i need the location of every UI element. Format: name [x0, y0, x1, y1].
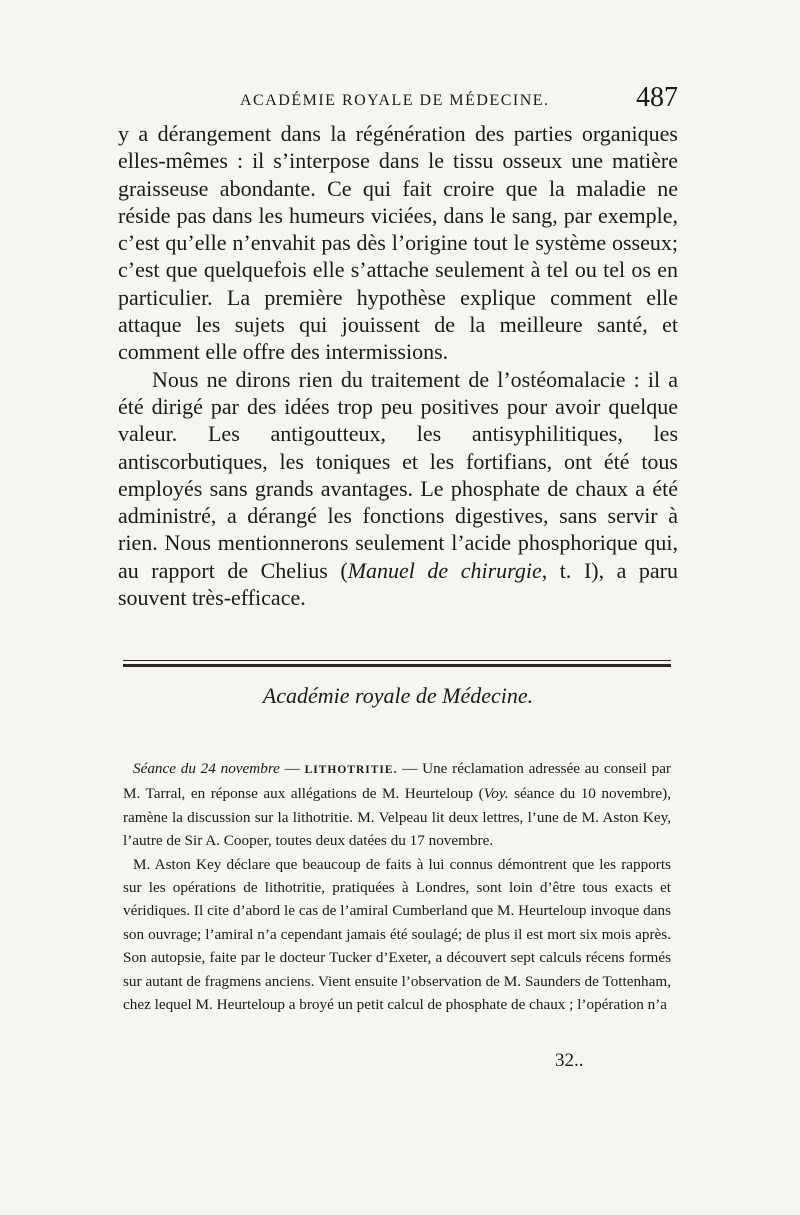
running-head: [118, 80, 678, 120]
dash: —: [279, 760, 305, 777]
text-run: , t. I), a paru souvent très-efficace.: [118, 557, 678, 611]
paragraph: M. Aston Key déclare que beaucoup de faits à lui connus démontrent que les rapports sur les opérations de lithotritie, pratiquées à Londres, sont loin d’être tous exacts et véridiques. Il cite d’abord le cas de l’amiral Cumberland que M. Heurteloup invoque dans son ouvrage; l’amiral n’a cependant jamais été soulagé; de plus il est mort six mois après. Son autopsie, faite par le docteur Tucker d’Exeter, a découvert sept calculs récens formés sur autant de fragmens anciens. Vient ensuite l’observation de M. Saunders de Tottenham, chez lequel M. Heurteloup a broyé un petit calcul de phosphate de chaux ; l’opération n’a: [123, 855, 671, 1014]
text-run: Nous ne dirons rien du traitement de l’ostéomalacie : il a été dirigé par des idées trop peu positives pour avoir quelque valeur. Les antigoutteux, les antisyphilitiques, les antiscorbutiques, les toniques et les fortifians, ont été tous employés sans grands avantages. Le phosphate de chaux a été administré, a dérangé les fonctions digestives, sans servir à rien. Nous mentionnerons seulement l’acide phosphorique qui, au rapport de Chelius (: [118, 366, 678, 583]
section-title: Académie royale de Médecine.: [262, 683, 534, 708]
voy-abbrev: Voy.: [483, 785, 509, 803]
paragraph: y a dérangement dans la régénération des parties organiques elles-mêmes : il s’interpose dans le tissu osseux une matière graisseuse abondante. Ce qui fait croire que la maladie ne réside pas dans les humeurs viciées, dans le sang, par exemple, c’est qu’elle n’envahit pas dès l’origine tout le système osseux; c’est que quelquefois elle s’attache seulement à tel ou tel os en particulier. La première hypothèse explique comment elle attaque les sujets qui jouissent de la meilleure santé, et comment elle offre des intermissions.: [118, 121, 678, 365]
paragraph: [123, 757, 671, 853]
book-title: Manuel de chirurgie: [347, 557, 542, 583]
page-number: 487: [636, 82, 678, 113]
running-title: ACADÉMIE ROYALE DE MÉDECINE.: [240, 92, 550, 109]
text-run: — Une réclamation adressée au conseil par M. Tarral, en réponse aux allégations de M. Heurteloup (: [123, 760, 671, 803]
signature-mark: 32..: [555, 1050, 584, 1071]
paragraph: [118, 366, 678, 612]
report-text: [123, 757, 671, 1016]
main-text: [118, 120, 678, 611]
divider: [123, 660, 671, 661]
topic-label: LITHOTRITIE.: [304, 764, 398, 776]
divider: [123, 664, 671, 667]
seance-date: Séance du 24 novembre: [133, 760, 280, 777]
text-run: séance du 10 novembre), ramène la discussion sur la lithotritie. M. Velpeau lit deux lettres, l’une de M. Aston Key, l’autre de Sir A. Cooper, toutes deux datées du 17 novembre.: [123, 785, 671, 850]
